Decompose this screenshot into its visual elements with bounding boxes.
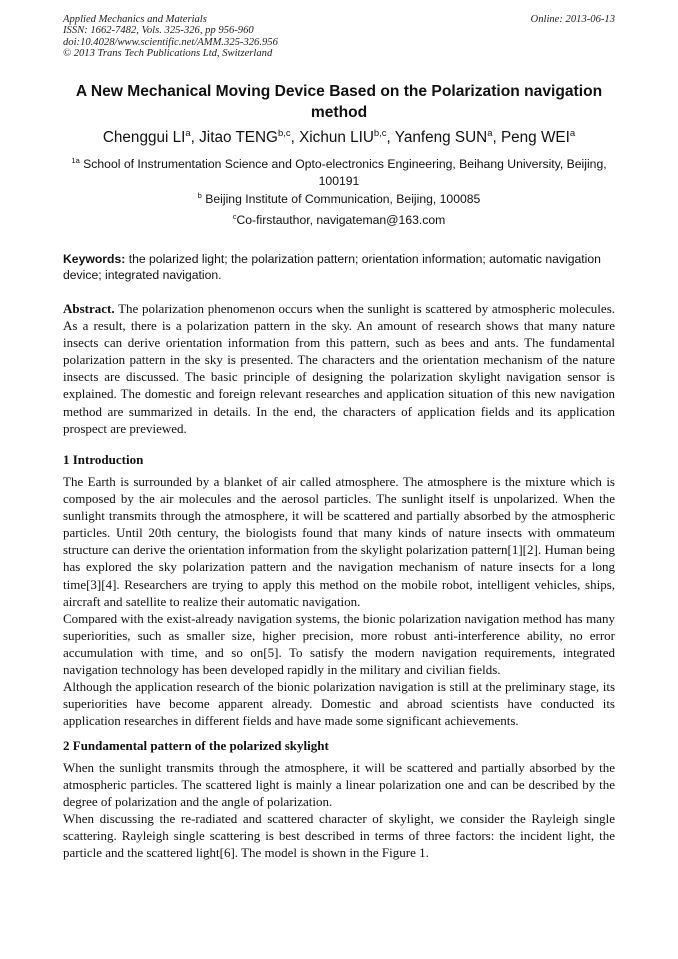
journal-name: Applied Mechanics and Materials — [63, 14, 207, 25]
paragraph: The Earth is surrounded by a blanket of air called atmosphere. The atmosphere is the mixture which is composed by the air molecules and the aerosol particles. The sunlight itself is unpolarized. When the sunlight transmits through the atmosphere, it will be scattered and partially absorbed by the atmospheric particles. Until 20th century, the biologists found that many kinds of nature insects with ommateum structure can derive the orientation information from the skylight polarization pattern[1][2]. Human being has explored the sky polarization pattern and the navigation mechanism of nature insects for a long time[3][4]. Researchers are trying to apply this method on the mobile robot, intelligent vehicles, ships, aircraft and satellite to realize their automatic navigation. — [63, 474, 615, 609]
author-name: Xichun LIU — [299, 129, 374, 146]
affil-mark: c — [232, 211, 237, 221]
paragraph: When discussing the re-radiated and scattered character of skylight, we consider the Rayleigh single scattering. Rayleigh single scattering is best described in terms of three factors: the incident light, the particle and the scattered light[6]. The model is shown in the Figure 1. — [63, 811, 615, 861]
paragraph: When the sunlight transmits through the atmosphere, it will be scattered and partially absorbed by the atmospheric particles. The scattered light is mainly a linear polarization one and can be described by the degree of polarization and the angle of polarization. — [63, 760, 615, 810]
author-affil-mark: a — [569, 127, 576, 139]
author-name: Peng WEI — [500, 129, 570, 146]
keywords-label: Keywords: — [63, 252, 126, 266]
abstract-label: Abstract. — [63, 301, 115, 316]
keywords-text: the polarized light; the polarization pattern; orientation information; automatic navigation device; integrated navigation. — [63, 252, 601, 282]
copyright-line: © 2013 Trans Tech Publications Ltd, Switzerland — [63, 48, 273, 60]
abstract — [63, 300, 615, 437]
author-name: Chenggui LI — [102, 129, 186, 146]
section-heading: 1 Introduction — [63, 452, 144, 467]
section-body — [63, 759, 615, 862]
author-affil-mark: a — [185, 127, 191, 139]
running-header — [63, 14, 615, 60]
author-affil-mark: b,c — [373, 127, 387, 139]
issn-line: ISSN: 1662-7482, Vols. 325-326, pp 956-960 — [63, 25, 254, 37]
affil-mark: 1a — [71, 155, 80, 165]
doi-line: doi:10.4028/www.scientific.net/AMM.325-326.956 — [63, 36, 278, 48]
author-list: Chenggui $LI^a$, Jitao TENG$^{b,c}$, Xichun LIU$^{b,c}$, Yanfeng SUN$^a$, Peng WEI$^a$ — [102, 127, 576, 146]
paper-title: A New Mechanical Moving Device Based on the Polarization navigation method — [75, 83, 603, 121]
affil-text: Beijing Institute of Communication, Beijing, 100085 — [205, 192, 481, 206]
affil-text: Co-firstauthor, navigateman@163.com — [236, 213, 446, 227]
affiliation-c — [63, 212, 615, 229]
section-heading: 2 Fundamental pattern of the polarized skylight — [63, 738, 329, 753]
paragraph: Compared with the exist-already navigation systems, the bionic polarization navigation method has many superiorities, such as smaller size, higher precision, more robust anti-interference ability, no error accumulation with time, and so on[5]. To satisfy the modern navigation requirements, integrated navigation technology has been developed rapidly in the military and civilian fields. — [63, 610, 615, 678]
keywords — [63, 251, 615, 283]
section-body — [63, 473, 615, 729]
abstract-text: The polarization phenomenon occurs when the sunlight is scattered by atmospheric molecules. As a result, there is a polarization pattern in the sky. An amount of research shows that many nature insects can derive orientation information from this pattern, such as bees and ants. The fundamental polarization pattern in the sky is presented. The characters and the orientation mechanism of the nature insects are discussed. The basic principle of designing the polarization skylight navigation sensor is explained. The domestic and foreign relevant researches and application situation of this new navigation method are summarized in details. In the end, the characters of application fields and its application prospect are previewed. — [63, 301, 616, 436]
author-affil-mark: b,c — [277, 127, 291, 139]
affiliation-b — [63, 191, 615, 208]
paragraph: Although the application research of the bionic polarization navigation is still at the preliminary stage, its superiorities have become apparent already. Domestic and abroad scientists have conducted its application researches in different fields and have made some significant achievements. — [63, 679, 615, 729]
author-name: Jitao TENG — [199, 129, 278, 146]
author-name: Yanfeng SUN — [394, 129, 488, 146]
affil-text: School of Instrumentation Science and Opto-electronics Engineering, Beihang University, Beijing, 100191 — [83, 157, 607, 188]
affil-mark: b — [197, 190, 202, 200]
author-affil-mark: a — [487, 127, 493, 139]
affiliation-a — [63, 156, 615, 190]
online-date: Online: 2013-06-13 — [530, 14, 615, 25]
